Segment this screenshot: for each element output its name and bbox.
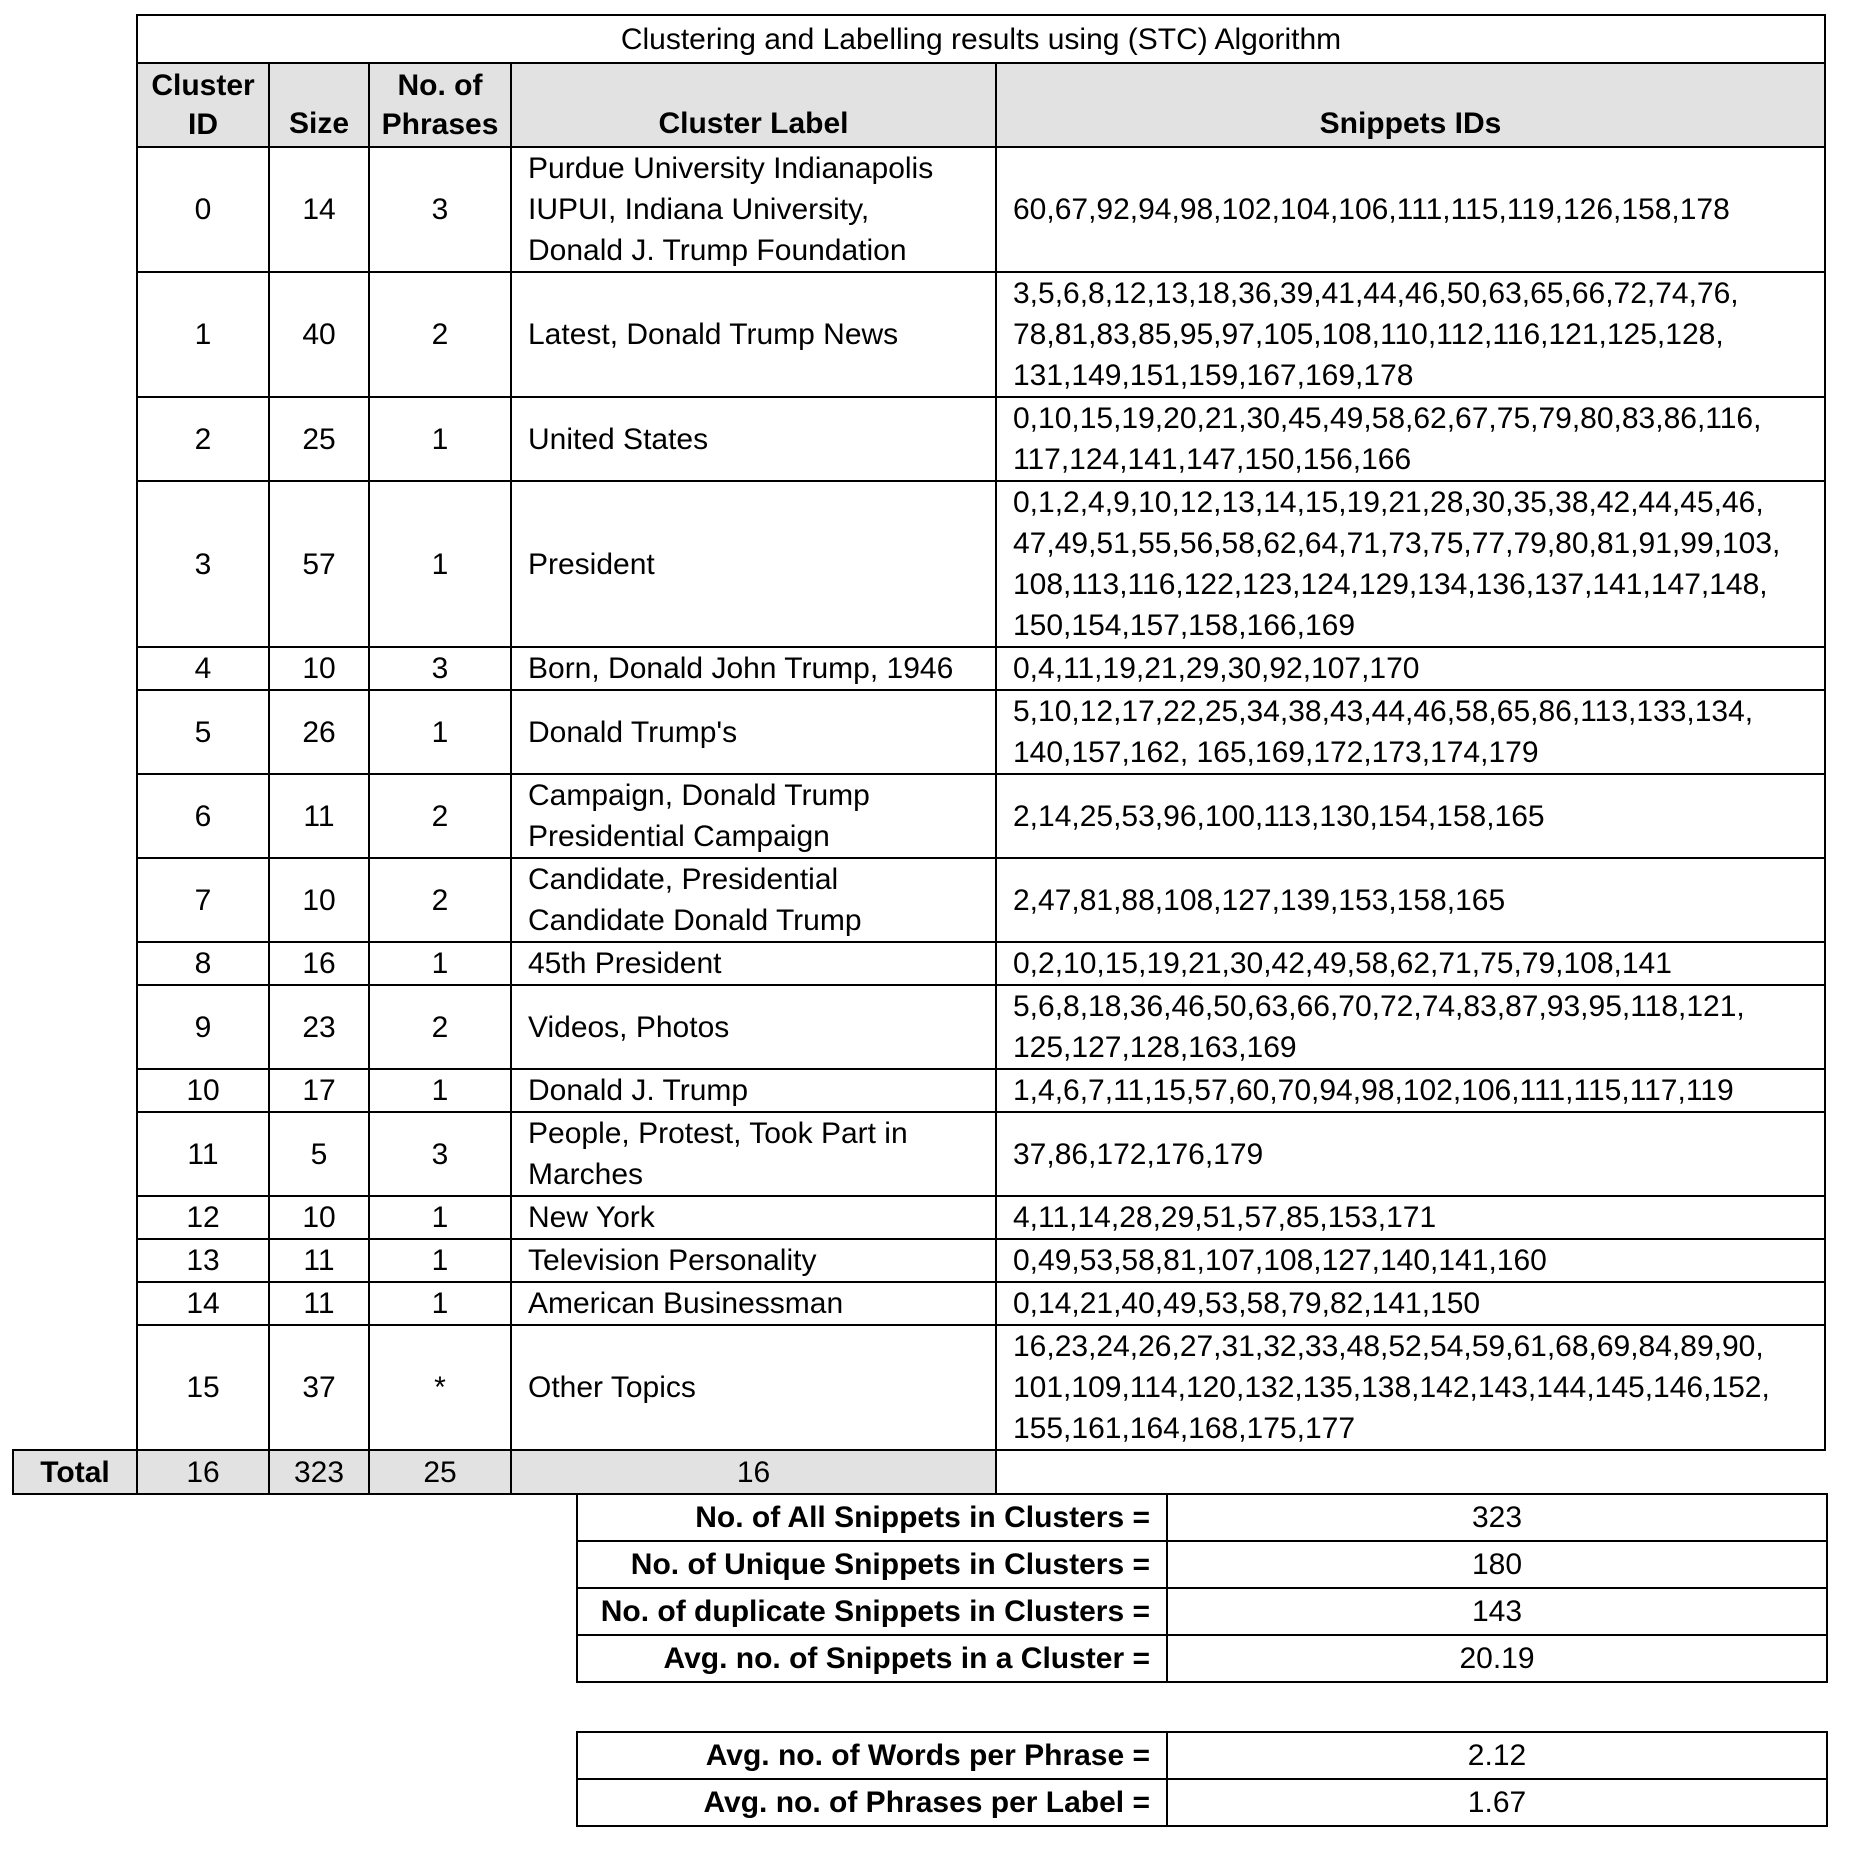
phrases-cell: 1 (369, 1282, 511, 1325)
size-cell: 5 (269, 1112, 369, 1196)
snippets-ids-cell-line: 108,113,116,122,123,124,129,134,136,137,141,147,148, (1013, 568, 1768, 601)
snippets-ids-cell-line: 117,124,141,147,150,156,166 (1013, 443, 1412, 476)
snippets-ids-cell-line: 2,14,25,53,96,100,113,130,154,158,165 (1013, 799, 1545, 833)
cluster-label-cell-line: Donald J. Trump Foundation (528, 234, 907, 267)
stat-label: No. of duplicate Snippets in Clusters = (577, 1588, 1167, 1635)
phrases-cell: 2 (369, 272, 511, 397)
header-phrases-line1: No. of (397, 69, 483, 102)
size-cell: 11 (269, 1239, 369, 1282)
size-cell: 11 (269, 774, 369, 858)
snippets-ids-cell-line: 0,14,21,40,49,53,58,79,82,141,150 (1013, 1287, 1481, 1320)
snippets-ids-cell-line: 125,127,128,163,169 (1013, 1031, 1297, 1064)
total-size: 323 (269, 1450, 369, 1494)
phrases-cell: 1 (369, 942, 511, 985)
cluster-label-cell (511, 858, 996, 942)
table-row (13, 1069, 1825, 1112)
snippets-ids-cell-line: 1,4,6,7,11,15,57,60,70,94,98,102,106,111,115,117,119 (1013, 1074, 1734, 1107)
cluster-label-cell (511, 1196, 996, 1239)
snippets-ids-cell (996, 942, 1825, 985)
phrases-cell: 1 (369, 481, 511, 647)
snippets-ids-cell-line: 101,109,114,120,132,135,138,142,143,144,145,146,152, (1013, 1371, 1770, 1404)
total-clusters: 16 (137, 1450, 269, 1494)
snippets-ids-cell-line: 0,1,2,4,9,10,12,13,14,15,19,21,28,30,35,38,42,44,45,46, (1013, 486, 1764, 519)
snippets-ids-cell (996, 397, 1825, 481)
snippets-ids-cell-line: 131,149,151,159,167,169,178 (1013, 359, 1414, 392)
size-cell: 23 (269, 985, 369, 1069)
table-row (13, 147, 1825, 272)
stat-value: 1.67 (1167, 1779, 1827, 1826)
cluster-id-cell: 5 (137, 690, 269, 774)
size-cell: 11 (269, 1282, 369, 1325)
cluster-id-cell: 1 (137, 272, 269, 397)
size-cell: 16 (269, 942, 369, 985)
snippets-ids-cell-line: 16,23,24,26,27,31,32,33,48,52,54,59,61,68,69,84,89,90, (1013, 1330, 1764, 1363)
phrases-cell: 2 (369, 985, 511, 1069)
snippets-ids-cell (996, 481, 1825, 647)
snippets-ids-cell (996, 647, 1825, 690)
total-label: Total (13, 1450, 137, 1494)
cluster-label-cell-line: Born, Donald John Trump, 1946 (528, 652, 954, 685)
cluster-id-cell: 13 (137, 1239, 269, 1282)
size-cell: 14 (269, 147, 369, 272)
snippets-ids-cell (996, 272, 1825, 397)
cluster-label-cell (511, 985, 996, 1069)
stat-label: Avg. no. of Words per Phrase = (577, 1732, 1167, 1779)
cluster-label-cell-line: Marches (528, 1158, 644, 1191)
cluster-label-cell-line: Television Personality (528, 1244, 817, 1277)
cluster-label-cell-line: President (528, 547, 655, 581)
total-row (13, 1450, 1825, 1494)
snippets-ids-cell-line: 37,86,172,176,179 (1013, 1137, 1264, 1171)
cluster-label-cell-line: Donald Trump's (528, 715, 738, 749)
cluster-label-cell-line: Donald J. Trump (528, 1074, 749, 1107)
stat-value: 143 (1167, 1588, 1827, 1635)
snippets-ids-cell-line: 3,5,6,8,12,13,18,36,39,41,44,46,50,63,65,66,72,74,76, (1013, 277, 1739, 310)
cluster-label-cell-line: Candidate Donald Trump (528, 904, 862, 937)
header-cluster-id (137, 63, 269, 147)
size-cell: 10 (269, 1196, 369, 1239)
stat-row (577, 1494, 1827, 1541)
cluster-label-cell (511, 690, 996, 774)
stat-row (577, 1779, 1827, 1826)
snippets-ids-cell-line: 5,10,12,17,22,25,34,38,43,44,46,58,65,86,113,133,134, (1013, 695, 1754, 728)
table-row (13, 942, 1825, 985)
size-cell: 17 (269, 1069, 369, 1112)
cluster-label-cell-line: IUPUI, Indiana University, (528, 193, 870, 226)
cluster-label-cell-line: Presidential Campaign (528, 820, 830, 853)
cluster-id-cell: 4 (137, 647, 269, 690)
snippets-ids-cell (996, 1325, 1825, 1450)
snippets-ids-cell-line: 150,154,157,158,166,169 (1013, 609, 1355, 642)
cluster-label-cell-line: New York (528, 1201, 655, 1234)
cluster-label-cell (511, 647, 996, 690)
stat-label: No. of Unique Snippets in Clusters = (577, 1541, 1167, 1588)
cluster-id-cell: 7 (137, 858, 269, 942)
snippets-ids-cell (996, 690, 1825, 774)
size-cell: 57 (269, 481, 369, 647)
stat-label: No. of All Snippets in Clusters = (577, 1494, 1167, 1541)
stat-label: Avg. no. of Phrases per Label = (577, 1779, 1167, 1826)
table-row (13, 1282, 1825, 1325)
phrases-cell: 1 (369, 397, 511, 481)
header-row (13, 63, 1825, 147)
clustering-results-table (12, 14, 1826, 1495)
snippets-ids-cell (996, 858, 1825, 942)
cluster-label-cell (511, 481, 996, 647)
stat-value: 2.12 (1167, 1732, 1827, 1779)
snippets-ids-cell-line: 60,67,92,94,98,102,104,106,111,115,119,126,158,178 (1013, 193, 1730, 226)
phrases-cell: 2 (369, 858, 511, 942)
snippets-ids-cell (996, 1069, 1825, 1112)
stat-row (577, 1635, 1827, 1682)
stat-value: 180 (1167, 1541, 1827, 1588)
cluster-id-cell: 0 (137, 147, 269, 272)
phrase-statistics-table (576, 1731, 1828, 1827)
cluster-label-cell-line: People, Protest, Took Part in (528, 1117, 908, 1150)
table-row (13, 1239, 1825, 1282)
table-row (13, 774, 1825, 858)
cluster-label-cell-line: Videos, Photos (528, 1010, 730, 1044)
snippets-ids-cell-line: 2,47,81,88,108,127,139,153,158,165 (1013, 883, 1506, 917)
header-cluster-label: Cluster Label (511, 63, 996, 147)
snippets-ids-cell-line: 140,157,162, 165,169,172,173,174,179 (1013, 736, 1539, 769)
cluster-label-cell (511, 942, 996, 985)
table-row (13, 397, 1825, 481)
cluster-id-cell: 14 (137, 1282, 269, 1325)
cluster-label-cell (511, 147, 996, 272)
table-row (13, 690, 1825, 774)
table-row (13, 1196, 1825, 1239)
snippets-ids-cell-line: 0,4,11,19,21,29,30,92,107,170 (1013, 652, 1420, 685)
cluster-label-cell (511, 1325, 996, 1450)
stat-row (577, 1732, 1827, 1779)
cluster-label-cell-line: Latest, Donald Trump News (528, 318, 899, 351)
total-phrases: 25 (369, 1450, 511, 1494)
header-snippets-ids: Snippets IDs (996, 63, 1825, 147)
size-cell: 10 (269, 858, 369, 942)
cluster-id-cell: 15 (137, 1325, 269, 1450)
snippets-ids-cell-line: 0,49,53,58,81,107,108,127,140,141,160 (1013, 1244, 1547, 1277)
cluster-id-cell: 8 (137, 942, 269, 985)
phrases-cell: 3 (369, 647, 511, 690)
phrases-cell: 1 (369, 1069, 511, 1112)
snippets-ids-cell (996, 147, 1825, 272)
size-cell: 10 (269, 647, 369, 690)
phrases-cell: 2 (369, 774, 511, 858)
phrases-cell: 1 (369, 1196, 511, 1239)
snippets-ids-cell-line: 0,2,10,15,19,21,30,42,49,58,62,71,75,79,108,141 (1013, 947, 1672, 980)
phrases-cell: 3 (369, 147, 511, 272)
header-cluster-id-line1: Cluster (151, 69, 255, 102)
table-row (13, 985, 1825, 1069)
snippets-ids-cell (996, 774, 1825, 858)
size-cell: 26 (269, 690, 369, 774)
table-row (13, 1325, 1825, 1450)
snippets-ids-cell-line: 47,49,51,55,56,58,62,64,71,73,75,77,79,80,81,91,99,103, (1013, 527, 1781, 560)
table-title: Clustering and Labelling results using (STC) Algorithm (137, 15, 1825, 63)
cluster-id-cell: 2 (137, 397, 269, 481)
phrases-cell: 1 (369, 690, 511, 774)
cluster-label-cell-line: Campaign, Donald Trump (528, 779, 870, 812)
cluster-label-cell (511, 397, 996, 481)
phrases-cell: 1 (369, 1239, 511, 1282)
table-row (13, 647, 1825, 690)
snippets-ids-cell (996, 1239, 1825, 1282)
cluster-label-cell (511, 1069, 996, 1112)
stat-row (577, 1541, 1827, 1588)
header-phrases (369, 63, 511, 147)
stat-value: 323 (1167, 1494, 1827, 1541)
total-labels: 16 (511, 1450, 996, 1494)
cluster-label-cell-line: 45th President (528, 947, 722, 980)
snippet-statistics-table (576, 1493, 1828, 1683)
cluster-id-cell: 12 (137, 1196, 269, 1239)
snippets-ids-cell-line: 4,11,14,28,29,51,57,85,153,171 (1013, 1201, 1437, 1234)
table-row (13, 272, 1825, 397)
snippets-ids-cell (996, 1112, 1825, 1196)
header-size: Size (269, 63, 369, 147)
header-phrases-line2: Phrases (381, 108, 499, 141)
cluster-label-cell-line: United States (528, 422, 709, 456)
phrases-cell: 3 (369, 1112, 511, 1196)
cluster-label-cell (511, 1112, 996, 1196)
cluster-label-cell (511, 774, 996, 858)
stat-value: 20.19 (1167, 1635, 1827, 1682)
phrases-cell: * (369, 1325, 511, 1450)
size-cell: 40 (269, 272, 369, 397)
snippets-ids-cell (996, 1196, 1825, 1239)
snippets-ids-cell-line: 5,6,8,18,36,46,50,63,66,70,72,74,83,87,93,95,118,121, (1013, 990, 1745, 1023)
cluster-label-cell (511, 1239, 996, 1282)
snippets-ids-cell (996, 1282, 1825, 1325)
cluster-label-cell (511, 272, 996, 397)
cluster-label-cell-line: Candidate, Presidential (528, 863, 839, 896)
size-cell: 37 (269, 1325, 369, 1450)
cluster-label-cell-line: Purdue University Indianapolis (528, 152, 934, 185)
cluster-id-cell: 11 (137, 1112, 269, 1196)
cluster-id-cell: 9 (137, 985, 269, 1069)
snippets-ids-cell-line: 0,10,15,19,20,21,30,45,49,58,62,67,75,79,80,83,86,116, (1013, 402, 1762, 435)
snippets-ids-cell (996, 985, 1825, 1069)
stat-label: Avg. no. of Snippets in a Cluster = (577, 1635, 1167, 1682)
cluster-id-cell: 6 (137, 774, 269, 858)
cluster-label-cell-line: American Businessman (528, 1287, 844, 1320)
snippets-ids-cell-line: 155,161,164,168,175,177 (1013, 1412, 1355, 1445)
cluster-label-cell-line: Other Topics (528, 1371, 696, 1404)
stat-row (577, 1588, 1827, 1635)
table-row (13, 1112, 1825, 1196)
cluster-id-cell: 3 (137, 481, 269, 647)
table-row (13, 481, 1825, 647)
size-cell: 25 (269, 397, 369, 481)
snippets-ids-cell-line: 78,81,83,85,95,97,105,108,110,112,116,121,125,128, (1013, 318, 1724, 351)
table-row (13, 858, 1825, 942)
cluster-label-cell (511, 1282, 996, 1325)
header-cluster-id-line2: ID (188, 108, 218, 141)
cluster-id-cell: 10 (137, 1069, 269, 1112)
